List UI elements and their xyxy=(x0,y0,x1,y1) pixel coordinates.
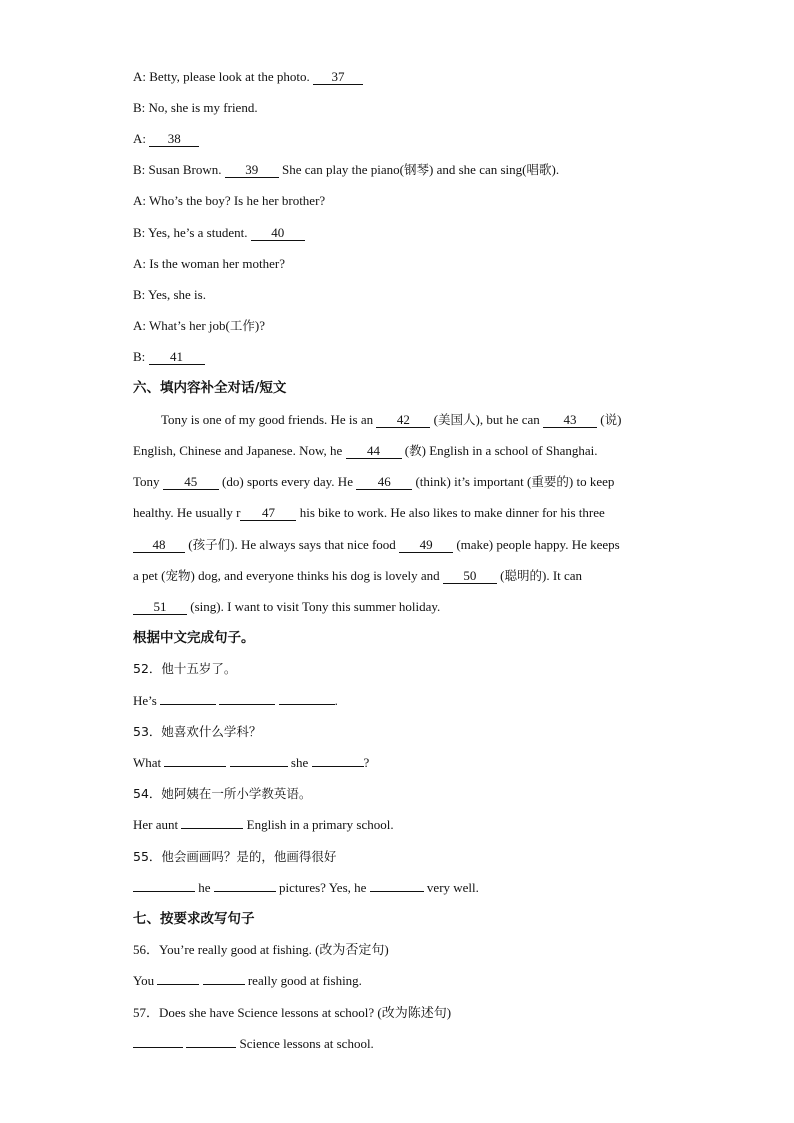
passage-line-p7 xyxy=(133,599,440,615)
section-six-title: 六、填内容补全对话/短文 xyxy=(133,380,287,396)
text-run: ). It can xyxy=(542,568,583,583)
text-run: his bike to work. He also likes to make dinner for his three xyxy=(296,505,605,520)
text-run: )? xyxy=(254,318,266,333)
text-run: ). He always says that nice food xyxy=(230,537,400,552)
answer-blank[interactable] xyxy=(230,766,288,767)
text-run: A: Who’s the boy? Is he her brother? xyxy=(133,193,326,208)
dialogue-line-d3 xyxy=(133,131,199,147)
answer-line-q56 xyxy=(133,973,362,989)
text-run xyxy=(275,693,278,708)
chinese-hint: 工作 xyxy=(229,318,255,333)
dialogue-line-d9 xyxy=(133,318,265,334)
answer-blank[interactable] xyxy=(160,704,216,705)
dialogue-line-d2 xyxy=(133,100,258,116)
text-run: ( xyxy=(185,537,193,552)
passage-line-p6 xyxy=(133,568,582,584)
text-run: A: Is the woman her mother? xyxy=(133,256,285,271)
text-run: Tony xyxy=(133,474,163,489)
answer-blank[interactable]: 38 xyxy=(149,132,199,147)
text-run: he xyxy=(195,880,214,895)
answer-blank[interactable]: 45 xyxy=(163,475,219,490)
answer-blank[interactable]: 49 xyxy=(399,538,453,553)
text-run: English, Chinese and Japanese. Now, he xyxy=(133,443,346,458)
passage-line-p1 xyxy=(161,412,621,428)
text-run: healthy. He usually r xyxy=(133,505,241,520)
text-run: pictures? Yes, he xyxy=(275,880,370,895)
text-run: ) dog, and everyone thinks his dog is lovely and xyxy=(190,568,443,583)
answer-blank[interactable] xyxy=(164,766,226,767)
answer-blank[interactable]: 39 xyxy=(225,163,279,178)
text-run: A: xyxy=(133,131,150,146)
answer-blank[interactable]: 51 xyxy=(133,600,187,615)
translate-section-title: 根据中文完成句子。 xyxy=(133,630,255,646)
chinese-hint: 钢琴 xyxy=(404,162,430,177)
text-run: ) xyxy=(617,412,622,427)
text-run: ( xyxy=(430,412,438,427)
dialogue-line-d5 xyxy=(133,193,325,209)
answer-blank[interactable] xyxy=(279,704,335,705)
dialogue-line-d10 xyxy=(133,349,205,365)
chinese-hint: 说 xyxy=(604,412,618,427)
answer-blank[interactable]: 50 xyxy=(443,569,497,584)
text-run: You xyxy=(133,973,158,988)
passage-line-p3 xyxy=(133,474,614,490)
question-q55: 55．他会画画吗？是的，他画得很好 xyxy=(133,849,337,864)
passage-line-p5 xyxy=(133,537,620,553)
dialogue-line-d7 xyxy=(133,256,285,272)
text-run xyxy=(199,973,202,988)
text-run: ) English in a school of Shanghai. xyxy=(421,443,598,458)
answer-blank[interactable] xyxy=(186,1047,236,1048)
text-run: ) and she can sing( xyxy=(429,162,527,177)
dialogue-line-d8 xyxy=(133,287,206,303)
text-run: B: No, she is my friend. xyxy=(133,100,258,115)
answer-blank[interactable] xyxy=(181,828,243,829)
text-run: ) to keep xyxy=(568,474,615,489)
answer-blank[interactable]: 47 xyxy=(240,506,296,521)
text-run: He’s xyxy=(133,693,161,708)
chinese-hint: 唱歌 xyxy=(526,162,552,177)
passage-line-p4 xyxy=(133,505,605,521)
answer-line-q57 xyxy=(133,1036,374,1052)
text-run: (sing). I want to visit Tony this summer holiday. xyxy=(187,599,441,614)
question-q53: 53．她喜欢什么学科？ xyxy=(133,724,262,739)
answer-blank[interactable] xyxy=(214,891,276,892)
text-run: B: Yes, he’s a student. xyxy=(133,225,251,240)
section-seven-title: 七、按要求改写句子 xyxy=(133,911,255,927)
answer-blank[interactable] xyxy=(157,984,199,985)
chinese-hint: 重要的 xyxy=(531,474,569,489)
answer-blank[interactable]: 40 xyxy=(251,226,305,241)
text-run: Her aunt xyxy=(133,817,182,832)
text-run: Science lessons at school. xyxy=(236,1036,374,1051)
text-run: (make) people happy. He keeps xyxy=(453,537,620,552)
answer-blank[interactable] xyxy=(133,891,195,892)
text-run: ( xyxy=(401,443,410,458)
answer-blank[interactable] xyxy=(370,891,424,892)
dialogue-line-d1 xyxy=(133,69,363,85)
text-run: A: Betty, please look at the photo. xyxy=(133,69,314,84)
passage-line-p2 xyxy=(133,443,597,459)
question-q57 xyxy=(133,1005,451,1021)
text-run: ). xyxy=(551,162,560,177)
text-run: What xyxy=(133,755,165,770)
text-run xyxy=(226,755,229,770)
text-run: B: Susan Brown. xyxy=(133,162,225,177)
text-run: . xyxy=(334,693,338,708)
answer-line-q55 xyxy=(133,880,479,896)
chinese-hint: 聪明的 xyxy=(504,568,542,583)
answer-blank[interactable] xyxy=(133,1047,183,1048)
text-run: (think) it’s important ( xyxy=(412,474,532,489)
answer-line-q53 xyxy=(133,755,369,771)
answer-blank[interactable]: 48 xyxy=(133,538,185,553)
answer-blank[interactable] xyxy=(312,766,364,767)
chinese-hint: 孩子们 xyxy=(192,537,231,552)
text-run: a pet ( xyxy=(133,568,166,583)
question-q56 xyxy=(133,942,389,958)
answer-blank[interactable]: 44 xyxy=(346,444,402,459)
text-run: A: What’s her job( xyxy=(133,318,230,333)
text-run: (do) sports every day. He xyxy=(218,474,357,489)
text-run xyxy=(216,693,219,708)
text-run: ? xyxy=(363,755,370,770)
answer-blank[interactable] xyxy=(203,984,245,985)
text-run: ), but he can xyxy=(475,412,543,427)
text-run: English in a primary school. xyxy=(243,817,394,832)
text-run xyxy=(183,1036,186,1051)
text-run: 56．You’re really good at fishing. (改为否定句) xyxy=(133,942,389,957)
text-run: ( xyxy=(597,412,605,427)
answer-blank[interactable]: 37 xyxy=(313,70,363,85)
text-run: really good at fishing. xyxy=(244,973,362,988)
question-q52: 52．他十五岁了。 xyxy=(133,661,237,676)
answer-line-q52 xyxy=(133,693,338,709)
text-run: B: xyxy=(133,349,149,364)
text-run: she xyxy=(287,755,312,770)
text-run: very well. xyxy=(423,880,479,895)
answer-blank[interactable]: 42 xyxy=(376,413,430,428)
text-run: Tony is one of my good friends. He is an xyxy=(161,412,377,427)
answer-blank[interactable] xyxy=(219,704,275,705)
dialogue-line-d6 xyxy=(133,225,305,241)
text-run: ( xyxy=(496,568,505,583)
answer-blank[interactable]: 46 xyxy=(356,475,412,490)
chinese-hint: 美国人 xyxy=(437,412,476,427)
question-q54: 54．她阿姨在一所小学教英语。 xyxy=(133,786,312,801)
chinese-hint: 宠物 xyxy=(165,568,191,583)
answer-blank[interactable]: 43 xyxy=(543,413,597,428)
answer-line-q54 xyxy=(133,817,394,833)
text-run: B: Yes, she is. xyxy=(133,287,206,302)
dialogue-line-d4 xyxy=(133,162,559,178)
text-run: She can play the piano( xyxy=(278,162,404,177)
text-run: 57．Does she have Science lessons at school? (改为陈述句) xyxy=(133,1005,452,1020)
chinese-hint: 教 xyxy=(409,443,422,458)
answer-blank[interactable]: 41 xyxy=(149,350,205,365)
